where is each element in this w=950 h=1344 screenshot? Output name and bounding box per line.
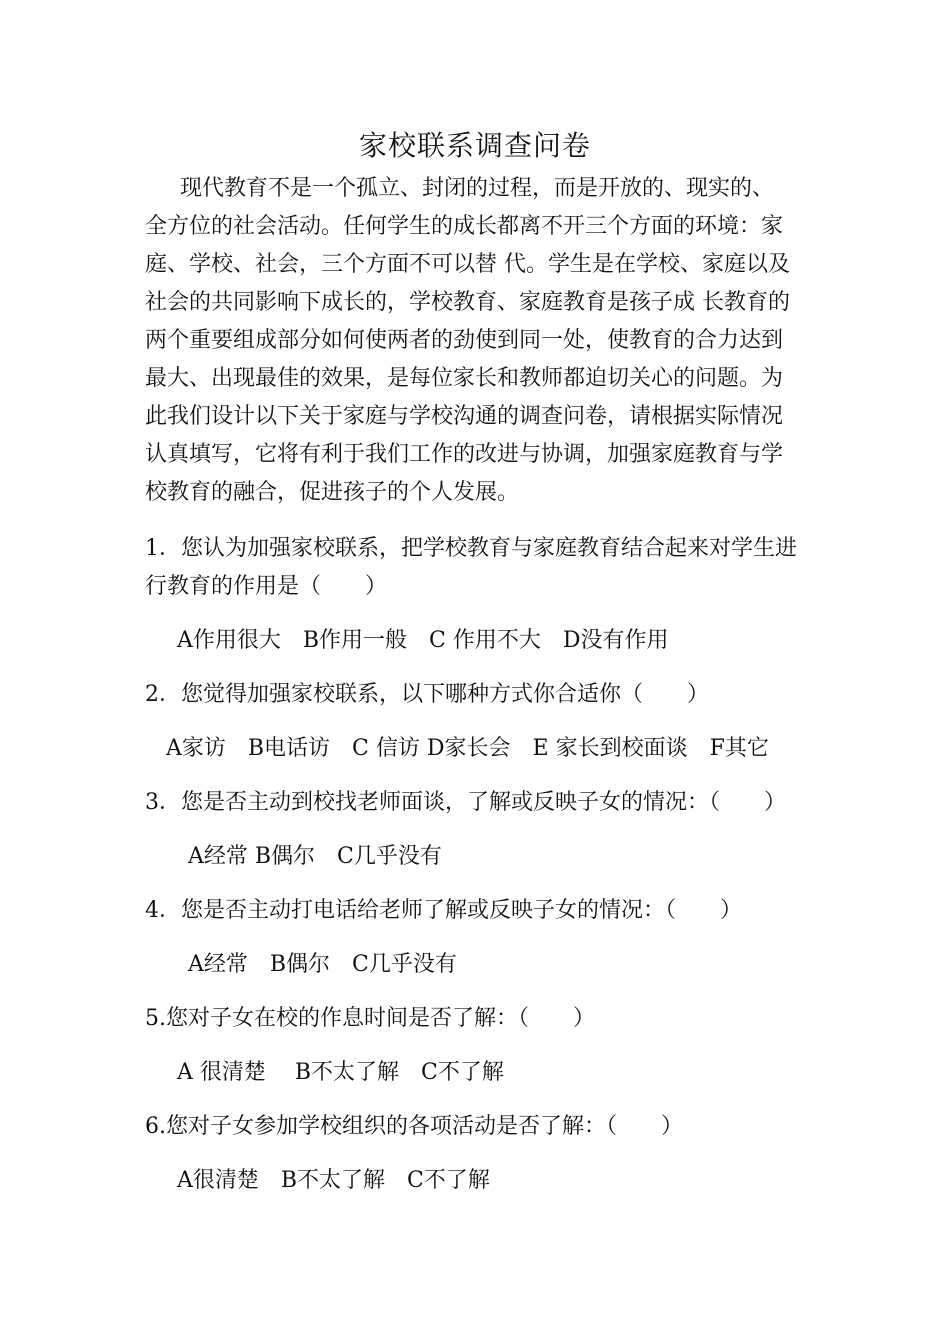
question-options: A作用很大 B作用一般 C 作用不大 D没有作用	[177, 628, 669, 653]
intro-line: 社会的共同影响下成长的，学校教育、家庭教育是孩子成 长教育的	[145, 290, 790, 315]
question-text: 5.您对子女在校的作息时间是否了解：（ ）	[145, 1006, 595, 1031]
question-options: A很清楚 B不太了解 C不了解	[177, 1168, 490, 1193]
question-text: 3．您是否主动到校找老师面谈，了解或反映子女的情况：（ ）	[145, 790, 786, 815]
question-text: 1．您认为加强家校联系，把学校教育与家庭教育结合起来对学生进	[145, 536, 797, 561]
intro-line: 现代教育不是一个孤立、封闭的过程，而是开放的、现实的、	[180, 176, 775, 201]
question-options: A经常 B偶尔 C几乎没有	[188, 844, 442, 869]
question-text: 行教育的作用是（ ）	[145, 574, 388, 599]
question-text: 6.您对子女参加学校组织的各项活动是否了解：（ ）	[145, 1114, 683, 1139]
document-title: 家校联系调查问卷	[358, 129, 591, 162]
intro-line: 认真填写，它将有利于我们工作的改进与协调，加强家庭教育与学	[145, 442, 784, 467]
intro-line: 最大、出现最佳的效果，是每位家长和教师都迫切关心的问题。为	[145, 366, 784, 391]
intro-line: 庭、学校、社会，三个方面不可以替 代。学生是在学校、家庭以及	[145, 252, 790, 277]
question-options: A 很清楚 B不太了解 C不了解	[177, 1060, 504, 1085]
intro-line: 全方位的社会活动。任何学生的成长都离不开三个方面的环境：家	[145, 214, 784, 239]
intro-line: 两个重要组成部分如何使两者的劲使到同一处，使教育的合力达到	[145, 328, 784, 353]
question-options: A经常 B偶尔 C几乎没有	[188, 952, 457, 977]
question-text: 4．您是否主动打电话给老师了解或反映子女的情况：（ ）	[145, 898, 742, 923]
question-options: A家访 B电话访 C 信访 D家长会 E 家长到校面谈 F其它	[166, 736, 769, 761]
intro-line: 校教育的融合，促进孩子的个人发展。	[145, 480, 520, 505]
question-text: 2．您觉得加强家校联系，以下哪种方式你合适你（ ）	[145, 682, 709, 707]
intro-line: 此我们设计以下关于家庭与学校沟通的调查问卷，请根据实际情况	[145, 404, 784, 429]
